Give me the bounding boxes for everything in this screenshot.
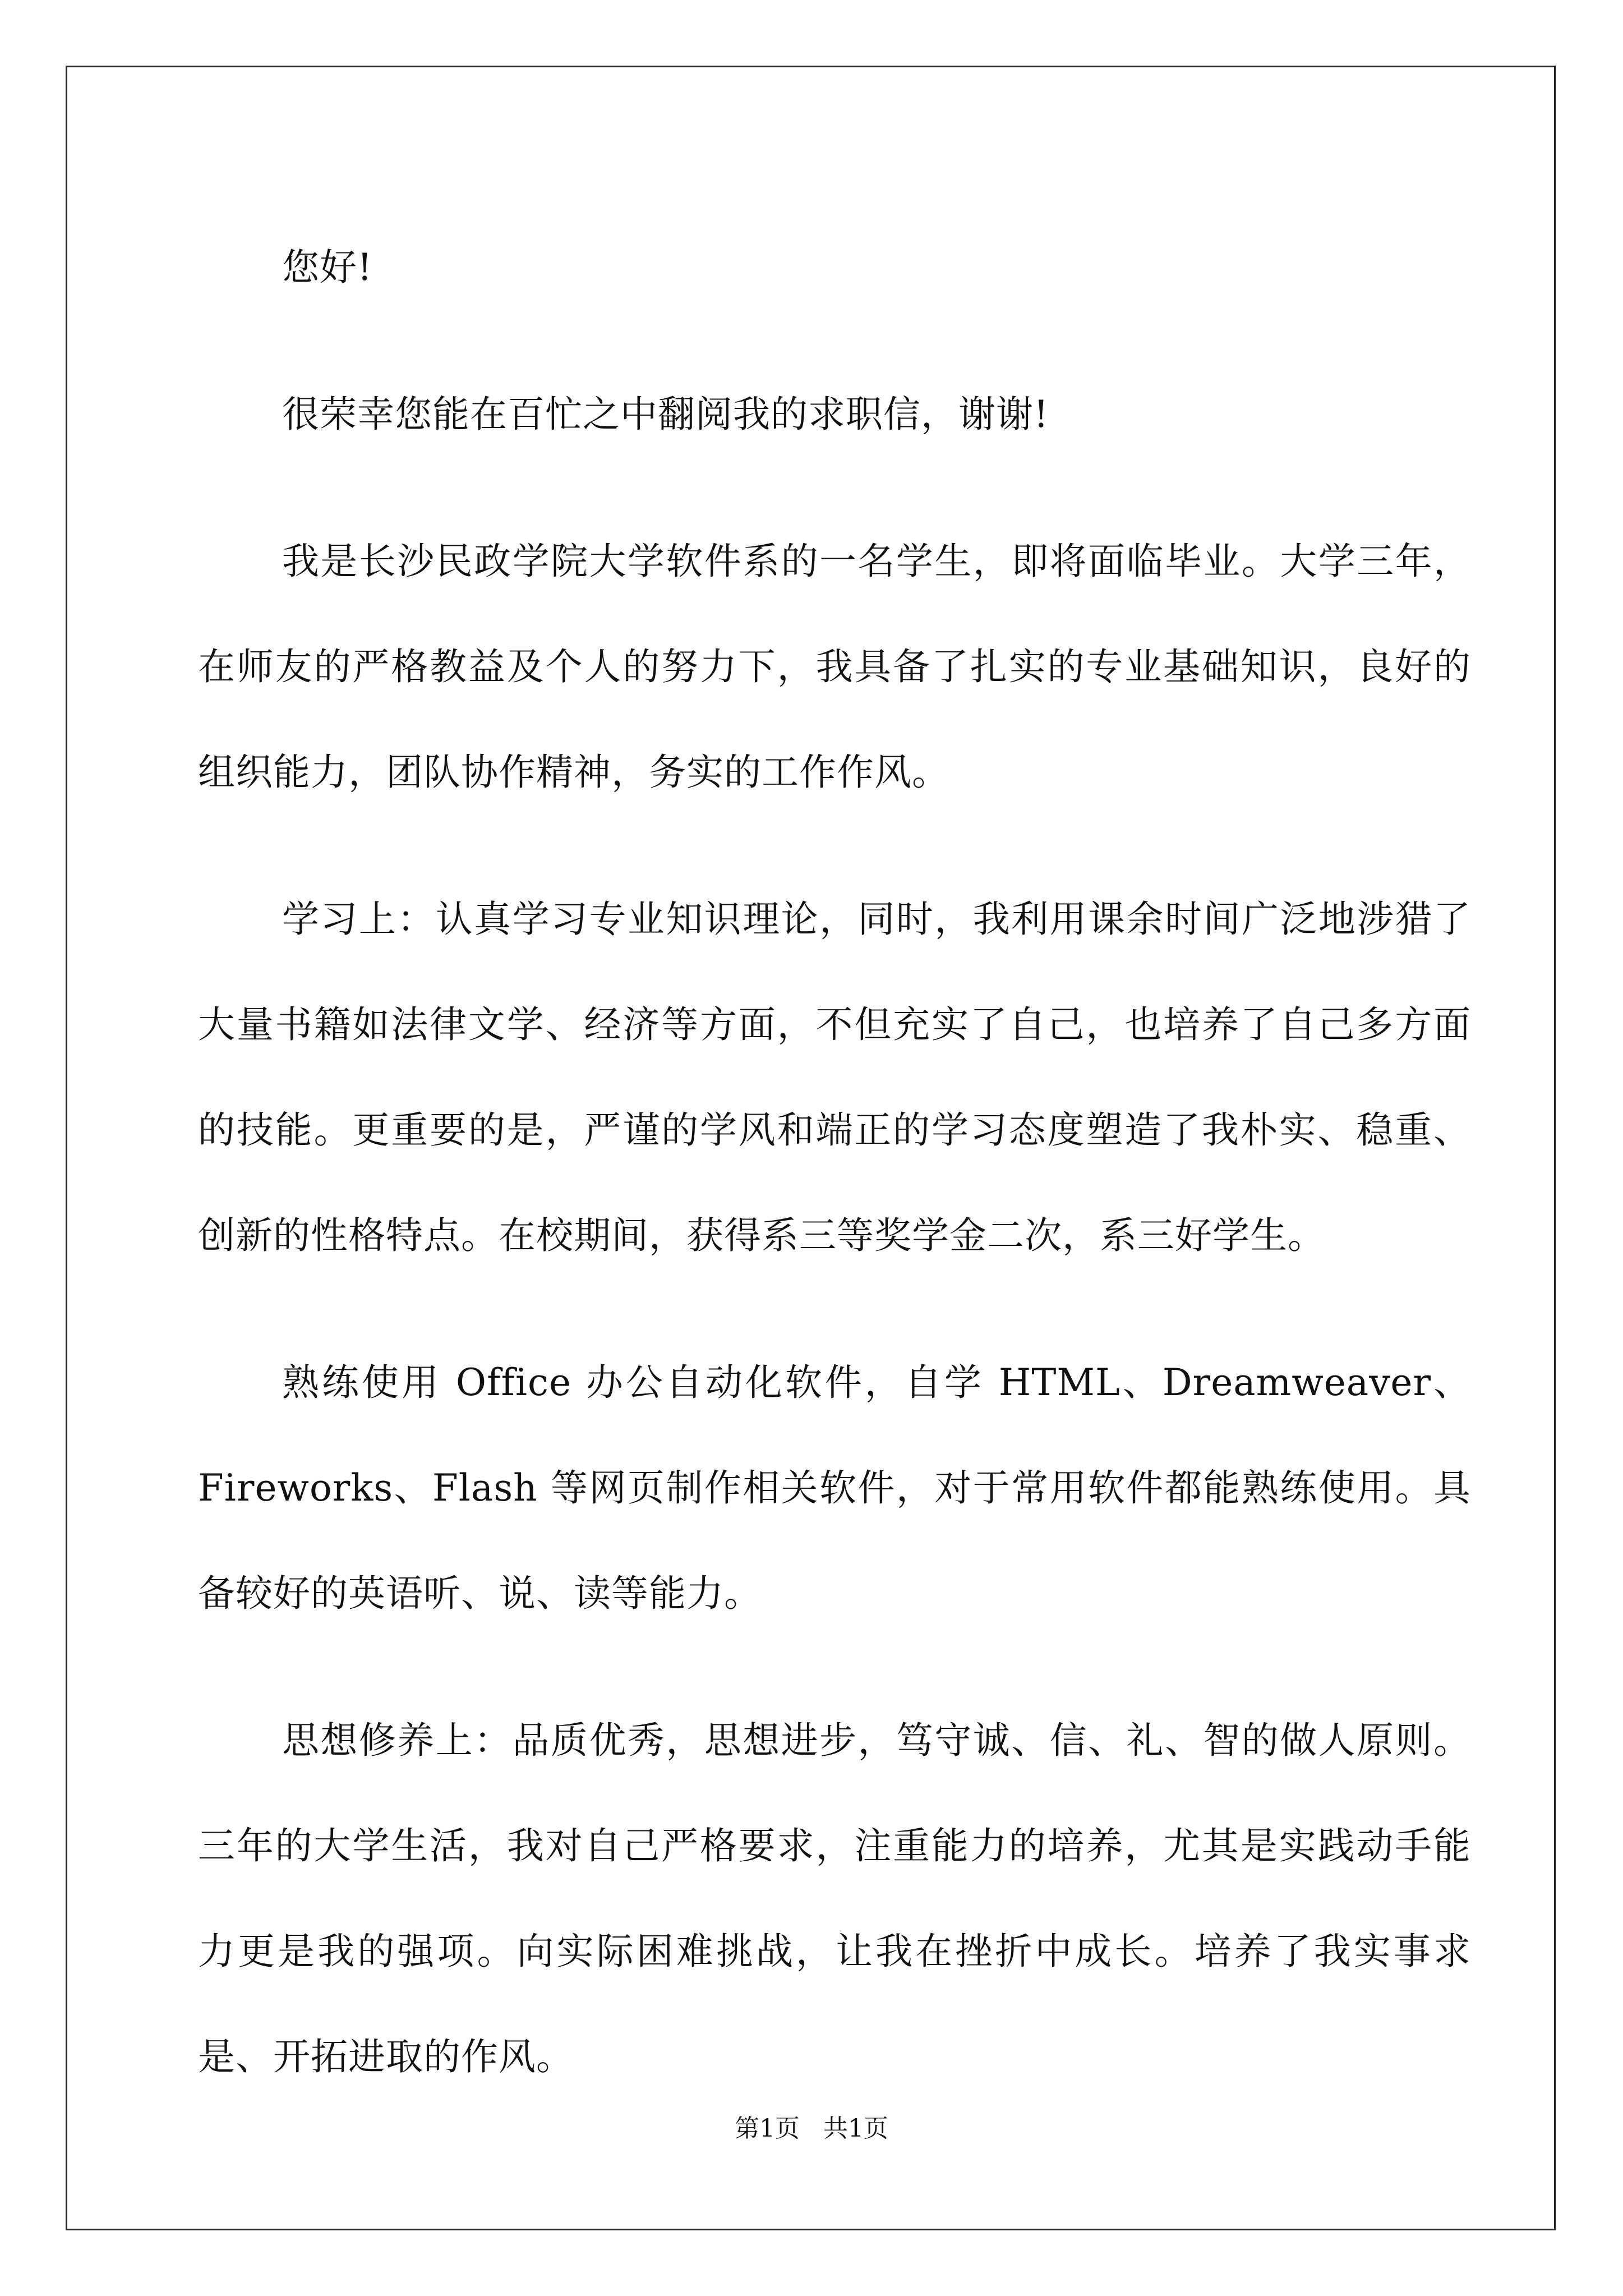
- paragraph-intro: 我是长沙民政学院大学软件系的一名学生，即将面临毕业。大学三年，在师友的严格教益及个人的努力下，我具备了扎实的专业基础知识，良好的组织能力，团队协作精神，务实的工作作风。: [198, 540, 1471, 794]
- paragraph-character: 思想修养上：品质优秀，思想进步，笃守诚、信、礼、智的做人原则。三年的大学生活，我对自己严格要求，注重能力的培养，尤其是实践动手能力更是我的强项。向实际困难挑战，让我在挫折中成长。培养了我实事求是、开拓进取的作风。: [198, 1719, 1471, 2078]
- page-footer: [0, 2112, 1623, 2146]
- letter-body: [198, 215, 1471, 2151]
- paragraph-study: 学习上：认真学习专业知识理论，同时，我利用课余时间广泛地涉猎了大量书籍如法律文学、经济等方面，不但充实了自己，也培养了自己多方面的技能。更重要的是，严谨的学风和端正的学习态度塑造了我朴实、稳重、创新的性格特点。在校期间，获得系三等奖学金二次，系三好学生。: [198, 898, 1471, 1257]
- footer-spacer: [800, 2114, 823, 2143]
- paragraph-skills: 熟练使用 Office 办公自动化软件，自学 HTML、Dreamweaver、Fireworks、Flash 等网页制作相关软件，对于常用软件都能熟练使用。具备较好的英语听、说、读等能力。: [198, 1361, 1471, 1615]
- paragraph-thanks: 很荣幸您能在百忙之中翻阅我的求职信，谢谢!: [282, 393, 1049, 436]
- paragraph-greeting: 您好!: [282, 246, 373, 289]
- page-number-current: 第1页: [735, 2114, 800, 2143]
- page-number-total: 共1页: [823, 2114, 888, 2143]
